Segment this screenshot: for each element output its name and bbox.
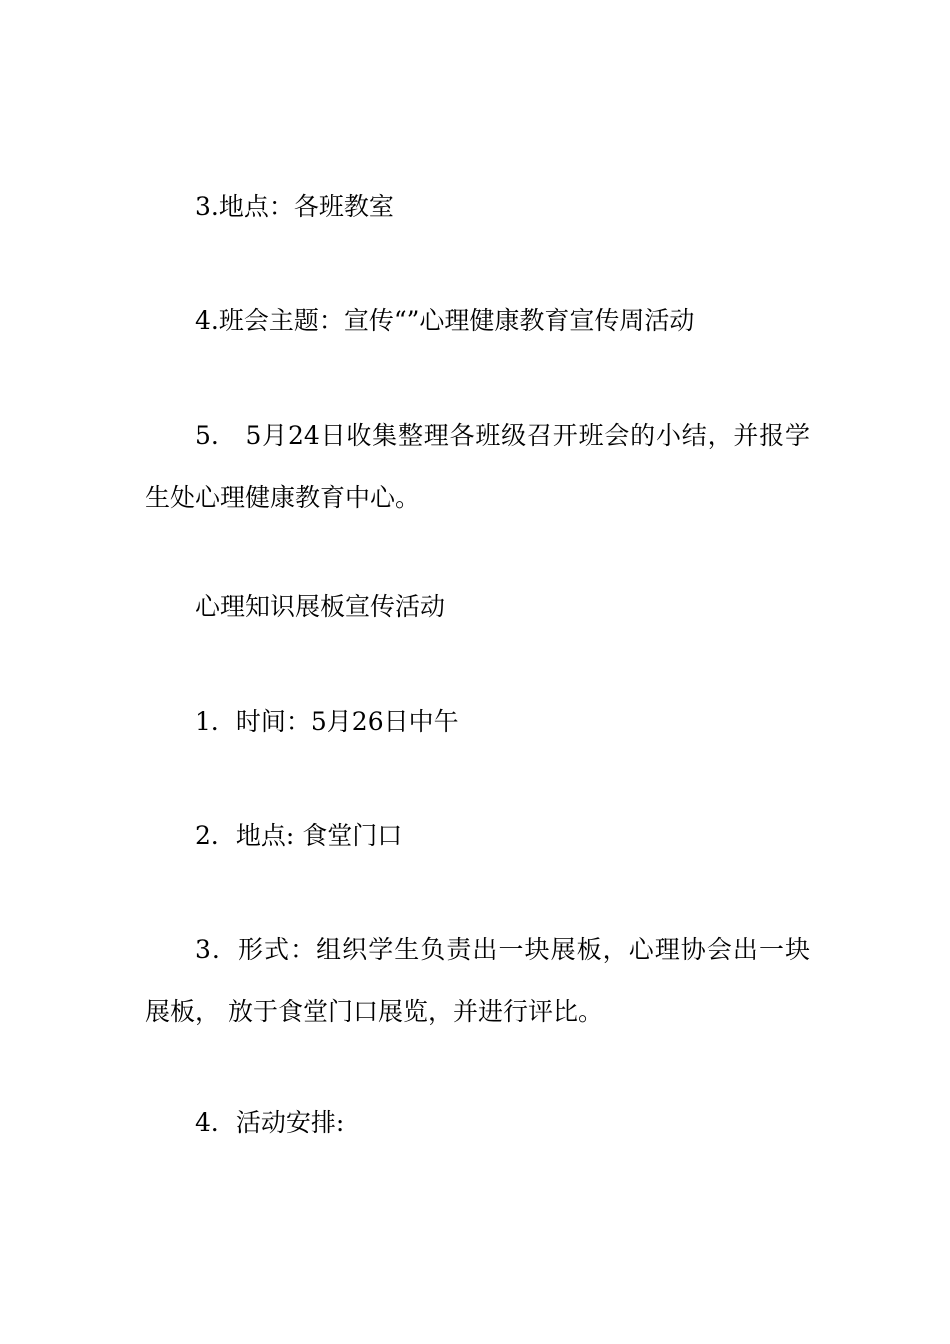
section-heading-exhibition-board: 心理知识展板宣传活动 <box>195 592 446 621</box>
paragraph-format: 3．形式：组织学生负责出一块展板，心理协会出一块展板， 放于食堂门口展览，并进行评比。 <box>145 935 810 1026</box>
paragraph-time: 1．时间：5月26日中午 <box>195 707 459 736</box>
paragraph-class-meeting-theme: 4.班会主题：宣传“”心理健康教育宣传周活动 <box>195 306 695 335</box>
paragraph-location: 3.地点：各班教室 <box>195 192 394 221</box>
paragraph-place: 2．地点: 食堂门口 <box>195 821 403 850</box>
paragraph-summary-collection: 5. 5月24日收集整理各班级召开班会的小结，并报学生处心理健康教育中心。 <box>145 421 810 512</box>
paragraph-activity-arrangement: 4．活动安排: <box>195 1108 345 1137</box>
